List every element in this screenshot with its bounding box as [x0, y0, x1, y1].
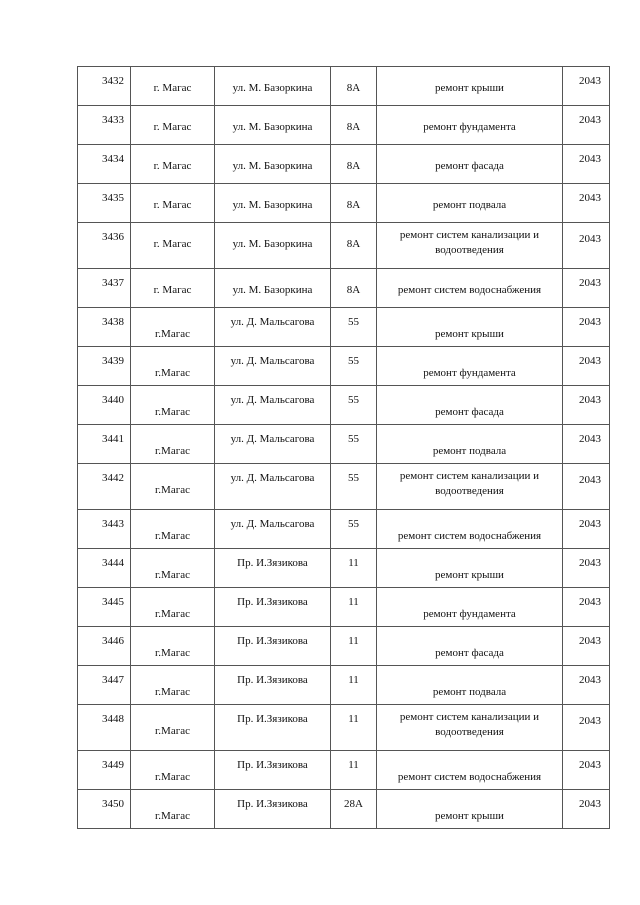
street-cell: ул. М. Базоркина [215, 67, 331, 106]
street-cell: ул. М. Базоркина [215, 223, 331, 269]
house-cell: 8А [331, 106, 377, 145]
city-cell: г. Магас [131, 67, 215, 106]
table-row [78, 549, 610, 588]
city-cell: г.Магас [131, 666, 215, 705]
city-cell: г.Магас [131, 588, 215, 627]
row-number: 3439 [78, 347, 131, 386]
row-number: 3435 [78, 184, 131, 223]
table-row [78, 705, 610, 751]
year-cell: 2043 [563, 425, 610, 464]
work-type-cell: ремонт фундамента [377, 106, 563, 145]
row-number: 3440 [78, 386, 131, 425]
street-cell: ул. Д. Мальсагова [215, 425, 331, 464]
house-cell: 11 [331, 666, 377, 705]
year-cell: 2043 [563, 106, 610, 145]
city-cell: г.Магас [131, 510, 215, 549]
street-cell: Пр. И.Зязикова [215, 627, 331, 666]
table-row [78, 223, 610, 269]
year-cell: 2043 [563, 510, 610, 549]
house-cell: 11 [331, 588, 377, 627]
work-type-cell: ремонт систем водоснабжения [377, 751, 563, 790]
work-type-cell: ремонт фундамента [377, 588, 563, 627]
row-number: 3436 [78, 223, 131, 269]
table-row [78, 666, 610, 705]
work-type-cell: ремонт систем канализации и водоотведения [377, 705, 563, 751]
house-cell: 55 [331, 347, 377, 386]
street-cell: Пр. И.Зязикова [215, 790, 331, 829]
work-type-cell: ремонт фундамента [377, 347, 563, 386]
table-row [78, 145, 610, 184]
street-cell: ул. Д. Мальсагова [215, 347, 331, 386]
street-cell: ул. М. Базоркина [215, 145, 331, 184]
work-type-cell: ремонт крыши [377, 790, 563, 829]
year-cell: 2043 [563, 790, 610, 829]
year-cell: 2043 [563, 588, 610, 627]
house-cell: 8А [331, 67, 377, 106]
year-cell: 2043 [563, 223, 610, 269]
year-cell: 2043 [563, 269, 610, 308]
city-cell: г.Магас [131, 549, 215, 588]
street-cell: Пр. И.Зязикова [215, 705, 331, 751]
house-cell: 55 [331, 510, 377, 549]
table-row [78, 106, 610, 145]
street-cell: Пр. И.Зязикова [215, 666, 331, 705]
table-row [78, 464, 610, 510]
city-cell: г. Магас [131, 106, 215, 145]
table-row [78, 308, 610, 347]
year-cell: 2043 [563, 347, 610, 386]
table-row [78, 386, 610, 425]
house-cell: 11 [331, 549, 377, 588]
city-cell: г.Магас [131, 790, 215, 829]
city-cell: г.Магас [131, 347, 215, 386]
year-cell: 2043 [563, 627, 610, 666]
year-cell: 2043 [563, 549, 610, 588]
year-cell: 2043 [563, 751, 610, 790]
street-cell: ул. М. Базоркина [215, 184, 331, 223]
row-number: 3438 [78, 308, 131, 347]
house-cell: 28А [331, 790, 377, 829]
city-cell: г.Магас [131, 386, 215, 425]
house-cell: 8А [331, 223, 377, 269]
street-cell: Пр. И.Зязикова [215, 588, 331, 627]
house-cell: 8А [331, 269, 377, 308]
table-row [78, 184, 610, 223]
street-cell: ул. М. Базоркина [215, 269, 331, 308]
registry-table [77, 66, 610, 829]
registry-table-body [78, 67, 610, 829]
row-number: 3449 [78, 751, 131, 790]
city-cell: г.Магас [131, 308, 215, 347]
work-type-cell: ремонт подвала [377, 425, 563, 464]
city-cell: г. Магас [131, 269, 215, 308]
work-type-cell: ремонт подвала [377, 666, 563, 705]
city-cell: г. Магас [131, 184, 215, 223]
table-row [78, 627, 610, 666]
row-number: 3432 [78, 67, 131, 106]
work-type-cell: ремонт систем канализации и водоотведения [377, 223, 563, 269]
house-cell: 55 [331, 425, 377, 464]
house-cell: 11 [331, 751, 377, 790]
row-number: 3447 [78, 666, 131, 705]
work-type-cell: ремонт крыши [377, 308, 563, 347]
row-number: 3441 [78, 425, 131, 464]
row-number: 3444 [78, 549, 131, 588]
table-row [78, 790, 610, 829]
house-cell: 55 [331, 386, 377, 425]
work-type-cell: ремонт фасада [377, 145, 563, 184]
year-cell: 2043 [563, 67, 610, 106]
row-number: 3446 [78, 627, 131, 666]
house-cell: 11 [331, 705, 377, 751]
work-type-cell: ремонт систем водоснабжения [377, 269, 563, 308]
house-cell: 11 [331, 627, 377, 666]
row-number: 3445 [78, 588, 131, 627]
year-cell: 2043 [563, 145, 610, 184]
year-cell: 2043 [563, 386, 610, 425]
work-type-cell: ремонт крыши [377, 549, 563, 588]
street-cell: ул. М. Базоркина [215, 106, 331, 145]
work-type-cell: ремонт подвала [377, 184, 563, 223]
year-cell: 2043 [563, 308, 610, 347]
house-cell: 8А [331, 145, 377, 184]
house-cell: 55 [331, 464, 377, 510]
year-cell: 2043 [563, 464, 610, 510]
street-cell: ул. Д. Мальсагова [215, 510, 331, 549]
row-number: 3450 [78, 790, 131, 829]
street-cell: ул. Д. Мальсагова [215, 464, 331, 510]
work-type-cell: ремонт фасада [377, 386, 563, 425]
table-row [78, 67, 610, 106]
city-cell: г.Магас [131, 627, 215, 666]
street-cell: Пр. И.Зязикова [215, 549, 331, 588]
table-row [78, 425, 610, 464]
house-cell: 8А [331, 184, 377, 223]
year-cell: 2043 [563, 705, 610, 751]
city-cell: г.Магас [131, 464, 215, 510]
work-type-cell: ремонт систем канализации и водоотведения [377, 464, 563, 510]
row-number: 3433 [78, 106, 131, 145]
city-cell: г.Магас [131, 751, 215, 790]
street-cell: Пр. И.Зязикова [215, 751, 331, 790]
city-cell: г. Магас [131, 145, 215, 184]
row-number: 3442 [78, 464, 131, 510]
street-cell: ул. Д. Мальсагова [215, 386, 331, 425]
table-row [78, 751, 610, 790]
table-row [78, 347, 610, 386]
table-row [78, 588, 610, 627]
year-cell: 2043 [563, 666, 610, 705]
table-row [78, 269, 610, 308]
year-cell: 2043 [563, 184, 610, 223]
table-row [78, 510, 610, 549]
row-number: 3443 [78, 510, 131, 549]
row-number: 3448 [78, 705, 131, 751]
row-number: 3437 [78, 269, 131, 308]
city-cell: г. Магас [131, 223, 215, 269]
street-cell: ул. Д. Мальсагова [215, 308, 331, 347]
house-cell: 55 [331, 308, 377, 347]
row-number: 3434 [78, 145, 131, 184]
work-type-cell: ремонт фасада [377, 627, 563, 666]
work-type-cell: ремонт крыши [377, 67, 563, 106]
city-cell: г.Магас [131, 705, 215, 751]
city-cell: г.Магас [131, 425, 215, 464]
work-type-cell: ремонт систем водоснабжения [377, 510, 563, 549]
